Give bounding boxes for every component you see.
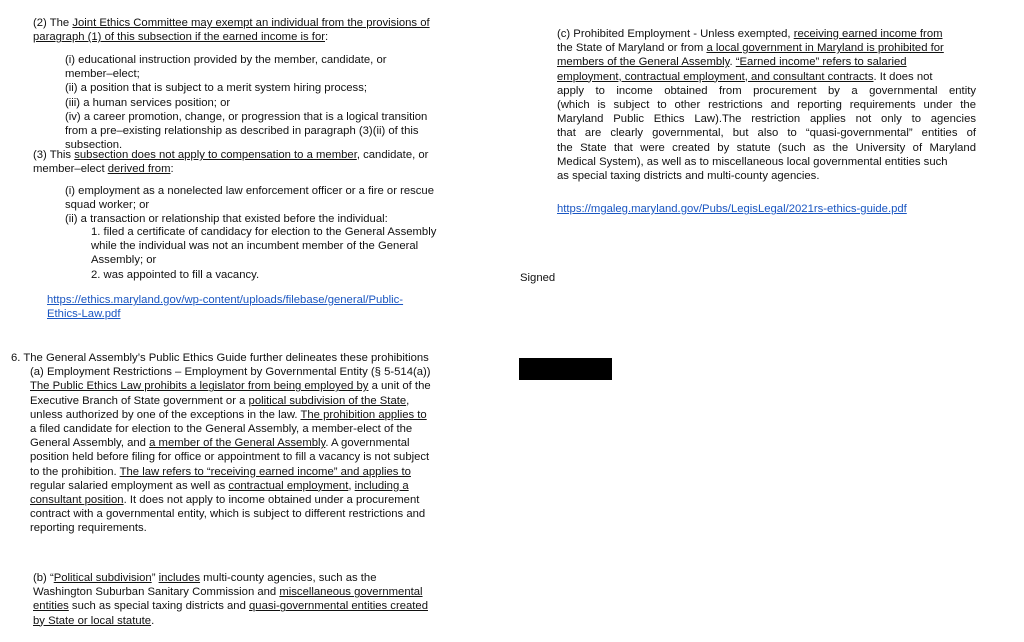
- text-line: The Public Ethics Law prohibits a legislator from being employed by a unit of the: [30, 380, 431, 393]
- text-line: Medical System), as well as to miscellaneous local governmental entities such: [557, 155, 948, 168]
- paragraph-2-items: [65, 53, 427, 152]
- text-line: (3) This subsection does not apply to compensation to a member, candidate, or: [33, 149, 429, 161]
- section-6: [11, 351, 431, 535]
- text-line: 6. The General Assembly’s Public Ethics Guide further delineates these prohibitions: [11, 352, 429, 364]
- link-line[interactable]: Ethics-Law.pdf: [47, 308, 121, 321]
- text-line: members of the General Assembly. “Earned income” refers to salaried: [557, 56, 907, 69]
- text-line: Executive Branch of State government or a political subdivision of the State,: [30, 394, 410, 407]
- underlined-text: political subdivision of the State: [248, 394, 407, 407]
- text-line: General Assembly, and a member of the General Assembly. A governmental: [30, 437, 410, 450]
- list-item: (i) educational instruction provided by the member, candidate, or: [65, 54, 387, 66]
- link-line[interactable]: https://ethics.maryland.gov/wp-content/uploads/filebase/general/Public-: [47, 294, 404, 306]
- ethics-guide-link[interactable]: [557, 202, 907, 216]
- section-6-body: [30, 365, 431, 535]
- underlined-text: “Earned income” refers to salaried: [735, 56, 907, 69]
- underlined-text: derived from: [107, 163, 171, 176]
- text-line: (b) “Political subdivision” includes multi-county agencies, such as the: [33, 572, 377, 584]
- text-line: (c) Prohibited Employment - Unless exempted, receiving earned income from: [557, 28, 943, 40]
- text-line: entities such as special taxing districts and quasi-governmental entities created: [33, 600, 428, 613]
- underlined-text: The prohibition applies to: [300, 408, 427, 421]
- list-item: (ii) a position that is subject to a merit system hiring process;: [65, 82, 367, 95]
- list-item: (i) employment as a nonelected law enforcement officer or a fire or rescue: [65, 185, 434, 197]
- text-line: that are clearly governmental, but also to “quasi-governmental” entities of: [557, 127, 976, 140]
- underlined-text: quasi-governmental entities created: [249, 600, 428, 613]
- text-line: the State that were created by statute (such as the University of Maryland: [557, 141, 976, 154]
- text-line: a filed candidate for election to the General Assembly, a member-elect of the: [30, 422, 413, 435]
- text-line: (a) Employment Restrictions – Employment by Governmental Entity (§ 5-514(a)): [30, 366, 431, 379]
- public-ethics-law-link[interactable]: [47, 293, 403, 321]
- paragraph-3-items: [65, 184, 434, 227]
- underlined-text: consultant position: [30, 493, 124, 506]
- list-item: while the individual was not an incumbent member of the General: [91, 240, 419, 253]
- text-line: reporting requirements.: [30, 522, 147, 535]
- list-item: member–elect;: [65, 68, 140, 81]
- underlined-text: paragraph (1) of this subsection if the earned income is for: [33, 31, 325, 44]
- list-item: Assembly; or: [91, 254, 157, 267]
- underlined-text: members of the General Assembly: [557, 56, 730, 69]
- underlined-text: including a: [354, 479, 409, 492]
- list-item: subsection.: [65, 139, 123, 152]
- underlined-text: includes: [158, 572, 201, 584]
- underlined-text: employment, contractual employment, and consultant contracts: [557, 70, 874, 83]
- subsection-c: [557, 27, 976, 183]
- underlined-text: a local government in Maryland is prohibited for: [706, 42, 944, 55]
- text-line: position held before filing for office or appointment to fill a vacancy is not subject: [30, 451, 430, 464]
- redacted-signature-block: [519, 358, 612, 380]
- signed-label: Signed: [520, 272, 556, 284]
- underlined-text: miscellaneous governmental: [279, 586, 423, 599]
- text-line: as special taxing districts and multi-county agencies.: [557, 169, 820, 182]
- text-line: by State or local statute.: [33, 614, 155, 627]
- paragraph-3-subitems: [91, 225, 436, 282]
- text-line: regular salaried employment as well as contractual employment, including a: [30, 479, 409, 492]
- list-item: from a pre–existing relationship as described in paragraph (3)(ii) of this: [65, 124, 419, 137]
- subsection-b: [33, 571, 428, 628]
- text-line: employment, contractual employment, and consultant contracts. It does not: [557, 70, 933, 83]
- text-line: contract with a governmental entity, which is subject to different restrictions and: [30, 508, 426, 521]
- list-item: (iv) a career promotion, change, or progression that is a logical transition: [65, 110, 428, 123]
- underlined-text: contractual employment: [228, 479, 349, 492]
- paragraph-2: [33, 16, 430, 44]
- text-line: member–elect derived from:: [33, 163, 174, 176]
- underlined-text: The law refers to “receiving earned income” and applies to: [119, 465, 411, 478]
- text-line: Maryland Public Ethics Law).The restriction applies not only to agencies: [557, 113, 976, 126]
- text-line: the State of Maryland or from a local government in Maryland is prohibited for: [557, 42, 944, 55]
- underlined-text: entities: [33, 600, 69, 613]
- list-item: 2. was appointed to fill a vacancy.: [91, 268, 260, 281]
- text-line: consultant position. It does not apply to income obtained under a procurement: [30, 493, 420, 506]
- underlined-text: receiving earned income from: [793, 28, 943, 40]
- text-line: paragraph (1) of this subsection if the earned income is for:: [33, 31, 329, 44]
- text-line: (2) The Joint Ethics Committee may exempt an individual from the provisions of: [33, 17, 430, 29]
- underlined-text: by State or local statute: [33, 614, 152, 627]
- list-item: (ii) a transaction or relationship that existed before the individual:: [65, 213, 388, 226]
- underlined-text: The Public Ethics Law prohibits a legislator from being employed by: [30, 380, 369, 393]
- text-line: unless authorized by one of the exceptions in the law. The prohibition applies to: [30, 408, 427, 421]
- list-item: squad worker; or: [65, 199, 150, 212]
- list-item: 1. filed a certificate of candidacy for election to the General Assembly: [91, 226, 437, 238]
- list-item: (iii) a human services position; or: [65, 96, 231, 109]
- paragraph-3: [33, 148, 428, 176]
- text-line: Washington Suburban Sanitary Commission and miscellaneous governmental: [33, 586, 423, 599]
- text-line: apply to income obtained from procurement by a governmental entity: [557, 84, 976, 97]
- text-line: to the prohibition. The law refers to “receiving earned income” and applies to: [30, 465, 411, 478]
- underlined-text: subsection does not apply to compensation to a member: [74, 149, 357, 161]
- link-line[interactable]: https://mgaleg.maryland.gov/Pubs/LegisLegal/2021rs-ethics-guide.pdf: [557, 203, 907, 215]
- underlined-text: a member of the General Assembly: [149, 437, 326, 450]
- underlined-text: Political subdivision: [53, 572, 152, 584]
- underlined-text: Joint Ethics Committee may exempt an individual from the provisions of: [72, 17, 430, 29]
- text-line: (which is subject to other restrictions and reporting requirements under the: [557, 98, 976, 111]
